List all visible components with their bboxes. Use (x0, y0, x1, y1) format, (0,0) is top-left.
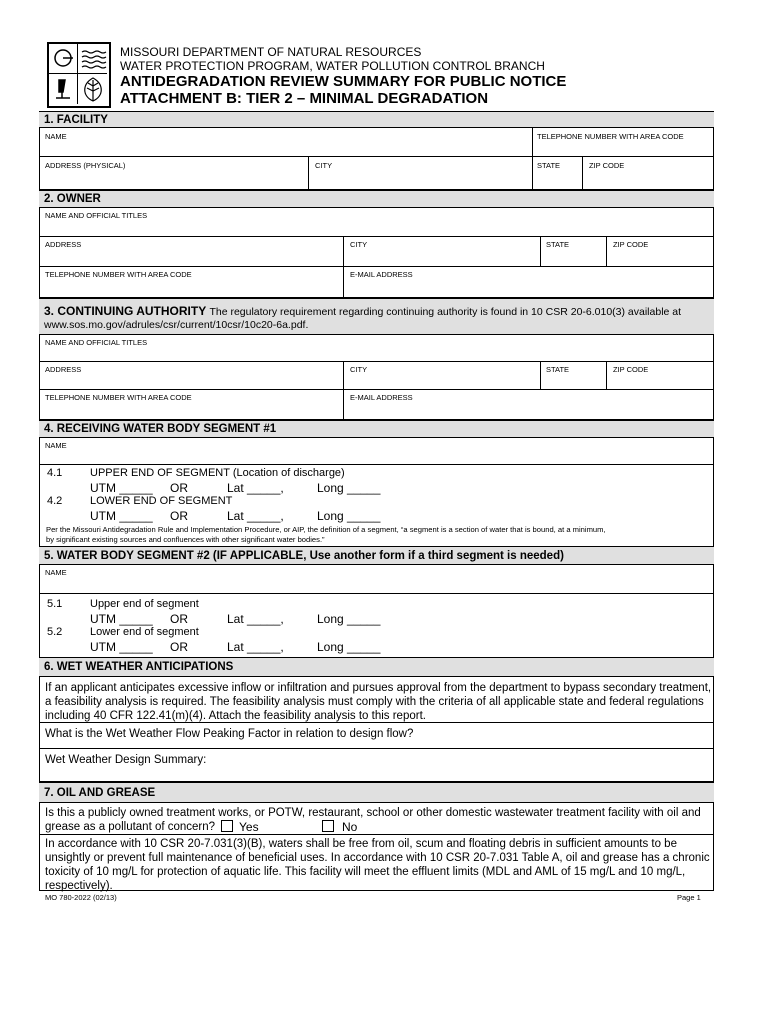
segment1-upper-long: Long _____ (317, 481, 381, 495)
form-number: MO 780-2022 (02/13) (45, 893, 117, 902)
authority-city-label: CITY (350, 365, 368, 374)
oil-grease-paragraph (45, 837, 710, 893)
section-oil-grease-header: 7. OIL AND GREASE (39, 782, 714, 803)
segment2-upper-utm: UTM _____ (90, 612, 153, 626)
segment2-lower-long: Long _____ (317, 640, 381, 654)
facility-address-label: ADDRESS (PHYSICAL) (45, 161, 126, 170)
segment1-name-row (39, 438, 714, 465)
segment2-upper-or: OR (170, 612, 188, 626)
segment-note-line2: by significant existing sources and confluences with other significant water bodies.” (46, 535, 325, 544)
segment1-lower-or: OR (170, 509, 188, 523)
authority-row-1 (39, 335, 714, 362)
oil-grease-question-line2: grease as a pollutant of concern? (45, 821, 216, 833)
wet-weather-line1: If an applicant anticipates excessive inflow or infiltration and pursues approval from the department to bypass secondary treatment, (45, 682, 712, 694)
microscope-icon (49, 74, 78, 104)
no-checkbox[interactable] (322, 820, 334, 832)
oil-grease-line2: unsightly or prevent full maintenance of beneficial uses. In accordance with 10 CSR 20-7.031 Table A, oil and grease has a chronic (45, 852, 710, 864)
owner-state-label: STATE (546, 240, 570, 249)
wet-weather-line2: a feasibility analysis is required. The feasibility analysis must comply with the criteria of all applicable state and federal regulations (45, 696, 704, 708)
section-wet-weather-header: 6. WET WEATHER ANTICIPATIONS (39, 657, 714, 677)
facility-row-2 (39, 157, 714, 190)
oil-grease-line3: toxicity of 10 mg/L for protection of aquatic life. This facility will meet the effluent limits (MDL and AML of 15 mg/L and 10 mg/L, (45, 866, 686, 878)
segment1-lower-label: LOWER END OF SEGMENT (90, 495, 233, 507)
segment2-lower-lat: Lat _____, (227, 640, 284, 654)
segment1-lower-utm: UTM _____ (90, 509, 153, 523)
segment2-upper-lat: Lat _____, (227, 612, 284, 626)
authority-desc: The regulatory requirement regarding continuing authority is found in 10 CSR 20-6.010(3) available at (209, 306, 682, 318)
authority-address-label: ADDRESS (45, 365, 82, 374)
segment-note-line1: Per the Missouri Antidegradation Rule and Implementation Procedure, or AIP, the definition of a segment, “a segment is a section of water that is bound, at a minimum, (46, 525, 606, 534)
section-segment1-header: 4. RECEIVING WATER BODY SEGMENT #1 (39, 420, 714, 438)
segment1-upper-utm: UTM _____ (90, 481, 153, 495)
owner-city-label: CITY (350, 240, 368, 249)
facility-state-label: STATE (537, 161, 561, 170)
section-authority-header (39, 298, 714, 335)
authority-zip-label: ZIP CODE (613, 365, 649, 374)
facility-row-1 (39, 128, 714, 157)
oil-grease-line1: In accordance with 10 CSR 20-7.031(3)(B), waters shall be free from oil, scum and floating debris in sufficient amounts to be (45, 838, 677, 850)
owner-row-3 (39, 267, 714, 298)
authority-phone-label: TELEPHONE NUMBER WITH AREA CODE (45, 393, 192, 402)
segment2-lower-utm: UTM _____ (90, 640, 153, 654)
oil-grease-yes-option[interactable] (221, 820, 259, 834)
water-icon (78, 44, 107, 74)
authority-email-label: E-MAIL ADDRESS (350, 393, 413, 402)
facility-city-label: CITY (315, 161, 333, 170)
authority-row-2 (39, 362, 714, 390)
leaf-icon (78, 74, 107, 104)
authority-row-3 (39, 390, 714, 420)
oil-grease-question (45, 806, 701, 834)
form-title: ANTIDEGRADATION REVIEW SUMMARY FOR PUBLIC NOTICE (120, 73, 567, 90)
owner-phone-label: TELEPHONE NUMBER WITH AREA CODE (45, 270, 192, 279)
authority-state-label: STATE (546, 365, 570, 374)
segment1-upper-lat: Lat _____, (227, 481, 284, 495)
segment1-upper-number: 4.1 (47, 467, 63, 479)
wet-weather-summary-label: Wet Weather Design Summary: (45, 754, 207, 766)
compass-icon (49, 44, 78, 74)
yes-checkbox[interactable] (221, 820, 233, 832)
owner-name-label: NAME AND OFFICIAL TITLES (45, 211, 148, 220)
segment1-name-label: NAME (45, 441, 67, 450)
form-subtitle: ATTACHMENT B: TIER 2 – MINIMAL DEGRADATION (120, 90, 489, 107)
wet-weather-paragraph (45, 681, 711, 723)
yes-label: Yes (239, 820, 259, 834)
dnr-logo (47, 42, 111, 108)
section-segment2-header: 5. WATER BODY SEGMENT #2 (IF APPLICABLE, Use another form if a third segment is needed) (39, 546, 714, 565)
oil-grease-question-line1: Is this a publicly owned treatment works, or POTW, restaurant, school or other domestic wastewater treatment facility with oil and (45, 807, 701, 819)
segment2-lower-number: 5.2 (47, 626, 63, 638)
segment1-lower-number: 4.2 (47, 495, 63, 507)
authority-title: 3. CONTINUING AUTHORITY (44, 304, 207, 318)
program-name: WATER PROTECTION PROGRAM, WATER POLLUTION CONTROL BRANCH (120, 59, 545, 73)
section-owner-header: 2. OWNER (39, 190, 714, 208)
segment2-lower-label: Lower end of segment (90, 626, 199, 638)
segment-definition-note (46, 525, 606, 545)
peaking-factor-question: What is the Wet Weather Flow Peaking Factor in relation to design flow? (45, 728, 414, 740)
facility-phone-label: TELEPHONE NUMBER WITH AREA CODE (537, 132, 684, 141)
segment2-upper-number: 5.1 (47, 598, 63, 610)
owner-address-label: ADDRESS (45, 240, 82, 249)
authority-url: www.sos.mo.gov/adrules/csr/current/10csr/10c20-6a.pdf. (44, 319, 309, 331)
authority-name-label: NAME AND OFFICIAL TITLES (45, 338, 148, 347)
owner-row-1 (39, 208, 714, 237)
oil-grease-no-option[interactable] (322, 820, 357, 834)
owner-email-label: E-MAIL ADDRESS (350, 270, 413, 279)
segment2-name-row (39, 565, 714, 594)
no-label: No (342, 820, 358, 834)
segment1-upper-label: UPPER END OF SEGMENT (Location of discharge) (90, 467, 345, 479)
owner-row-2 (39, 237, 714, 267)
wet-weather-line3: including 40 CFR 122.41(m)(4). Attach the feasibility analysis to this report. (45, 710, 426, 722)
segment1-lower-long: Long _____ (317, 509, 381, 523)
segment2-upper-label: Upper end of segment (90, 598, 199, 610)
segment2-name-label: NAME (45, 568, 67, 577)
section-facility-header: 1. FACILITY (39, 111, 714, 128)
agency-name: MISSOURI DEPARTMENT OF NATURAL RESOURCES (120, 45, 422, 59)
segment2-lower-or: OR (170, 640, 188, 654)
page-number: Page 1 (677, 893, 701, 902)
owner-zip-label: ZIP CODE (613, 240, 649, 249)
facility-name-label: NAME (45, 132, 67, 141)
segment2-upper-long: Long _____ (317, 612, 381, 626)
segment1-lower-lat: Lat _____, (227, 509, 284, 523)
facility-zip-label: ZIP CODE (589, 161, 625, 170)
oil-grease-line4: respectively). (45, 880, 113, 892)
segment1-upper-or: OR (170, 481, 188, 495)
